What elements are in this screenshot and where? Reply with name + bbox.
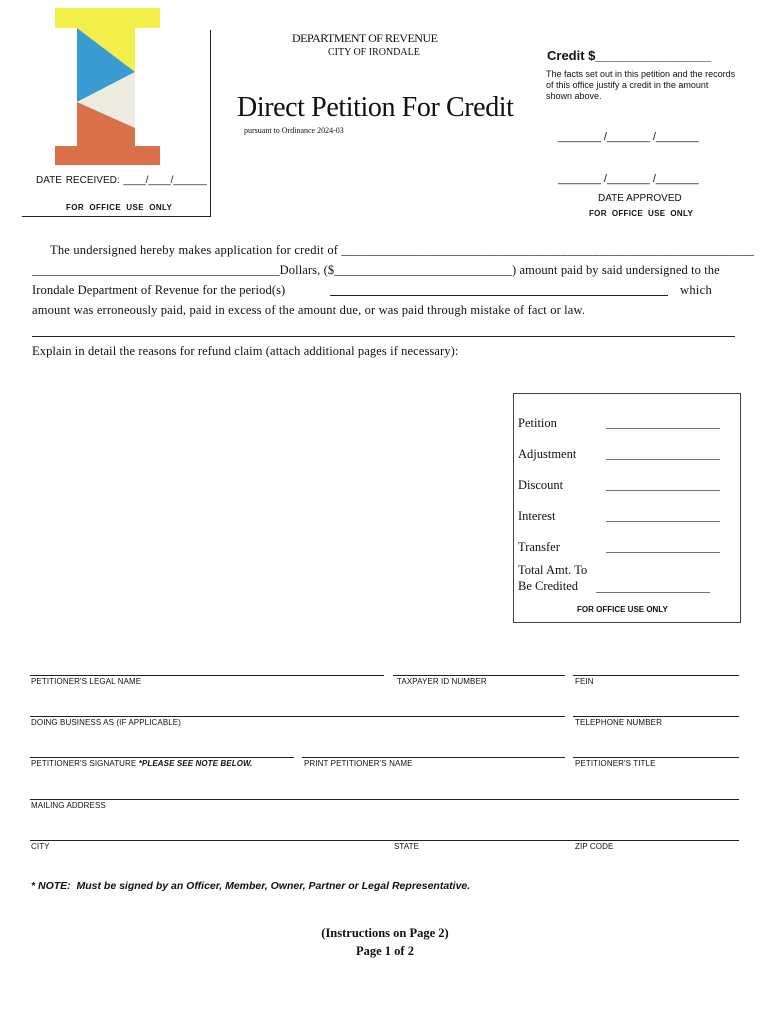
- logo-top-bar: [55, 8, 160, 28]
- signature-field[interactable]: [30, 757, 294, 758]
- title-field[interactable]: [573, 757, 739, 758]
- credit-justification-text: The facts set out in this petition and the records of this office justify a credit in the amount shown above.: [546, 69, 736, 101]
- irondale-logo: [55, 8, 161, 166]
- legal-name-field[interactable]: [30, 675, 384, 676]
- date-received: DATE RECEIVED: ____/____/______: [36, 175, 207, 186]
- application-line-3-end: which: [680, 283, 713, 297]
- dba-label: DOING BUSINESS AS (IF APPLICABLE): [31, 718, 182, 727]
- mailing-address-label: MAILING ADDRESS: [31, 801, 106, 810]
- petition-label: Petition: [518, 416, 557, 430]
- instructions-note: (Instructions on Page 2): [321, 926, 449, 940]
- adjustment-label: Adjustment: [518, 447, 577, 461]
- dba-field[interactable]: [30, 716, 565, 717]
- discount-amount-field[interactable]: ___________________: [606, 478, 720, 492]
- city-name: CITY OF IRONDALE: [328, 47, 420, 58]
- page-title: Direct Petition For Credit: [237, 92, 514, 123]
- interest-label: Interest: [518, 509, 556, 523]
- total-label-line-1: Total Amt. To: [518, 563, 588, 577]
- taxpayer-id-field[interactable]: [393, 675, 565, 676]
- taxpayer-id-label: TAXPAYER ID NUMBER: [397, 677, 487, 686]
- title-label: PETITIONER'S TITLE: [575, 759, 656, 768]
- city-label: CITY: [31, 842, 50, 851]
- interest-amount-field[interactable]: ___________________: [606, 509, 720, 523]
- page-number: Page 1 of 2: [356, 944, 414, 958]
- city-state-zip-field[interactable]: [30, 840, 739, 841]
- telephone-label: TELEPHONE NUMBER: [575, 718, 662, 727]
- petition-amount-field[interactable]: ___________________: [606, 416, 720, 430]
- date-approved-label: DATE APPROVED: [598, 193, 682, 204]
- signature-note: *PLEASE SEE NOTE BELOW.: [138, 759, 253, 768]
- ordinance-subtitle: pursuant to Ordinance 2024-03: [244, 126, 344, 135]
- separator-line: [32, 336, 735, 337]
- transfer-amount-field[interactable]: ___________________: [606, 540, 720, 554]
- department-name: DEPARTMENT OF REVENUE: [292, 31, 438, 45]
- legal-name-label: PETITIONER'S LEGAL NAME: [31, 677, 142, 686]
- period-blank-line[interactable]: [330, 295, 668, 296]
- zip-label: ZIP CODE: [575, 842, 614, 851]
- transfer-label: Transfer: [518, 540, 560, 554]
- telephone-field[interactable]: [573, 716, 739, 717]
- office-box-bottom-border: [22, 216, 211, 217]
- fein-label: FEIN: [575, 677, 594, 686]
- print-name-label: PRINT PETITIONER'S NAME: [304, 759, 413, 768]
- office-use-only-table: FOR OFFICE USE ONLY: [577, 605, 668, 614]
- signature-label: [31, 759, 252, 768]
- office-box-left-border: [210, 30, 211, 216]
- signature-requirement-note: * NOTE: Must be signed by an Officer, Member, Owner, Partner or Legal Representative.: [31, 880, 471, 892]
- office-use-only-right: FOR OFFICE USE ONLY: [589, 209, 694, 218]
- explain-reasons: Explain in detail the reasons for refund claim (attach additional pages if necessary):: [32, 344, 459, 358]
- total-amount-field[interactable]: ___________________: [596, 580, 710, 594]
- signature-label-text: PETITIONER'S SIGNATURE: [31, 759, 137, 768]
- adjustment-amount-field[interactable]: ___________________: [606, 447, 720, 461]
- credit-date-line-2: _______ /_______ /_______: [558, 173, 699, 185]
- discount-label: Discount: [518, 478, 564, 492]
- application-line-3-start: Irondale Department of Revenue for the period(s): [32, 283, 286, 297]
- total-label-line-2: Be Credited: [518, 579, 579, 593]
- mailing-address-field[interactable]: [30, 799, 739, 800]
- office-use-only-left: FOR OFFICE USE ONLY: [66, 203, 173, 212]
- credit-amount-label: Credit $________________: [547, 48, 712, 63]
- application-line-4: amount was erroneously paid, paid in excess of the amount due, or was paid through mistake of fact or law.: [32, 303, 586, 317]
- application-line-1: The undersigned hereby makes application for credit of ________________________________________________________________: [50, 243, 755, 257]
- state-label: STATE: [394, 842, 420, 851]
- print-name-field[interactable]: [302, 757, 565, 758]
- fein-field[interactable]: [573, 675, 739, 676]
- logo-bottom-bar: [55, 146, 160, 165]
- application-line-2: _______________________________________Dollars, ($____________________________) amount paid by said undersigned to the: [32, 263, 720, 277]
- credit-date-line-1: _______ /_______ /_______: [558, 131, 699, 143]
